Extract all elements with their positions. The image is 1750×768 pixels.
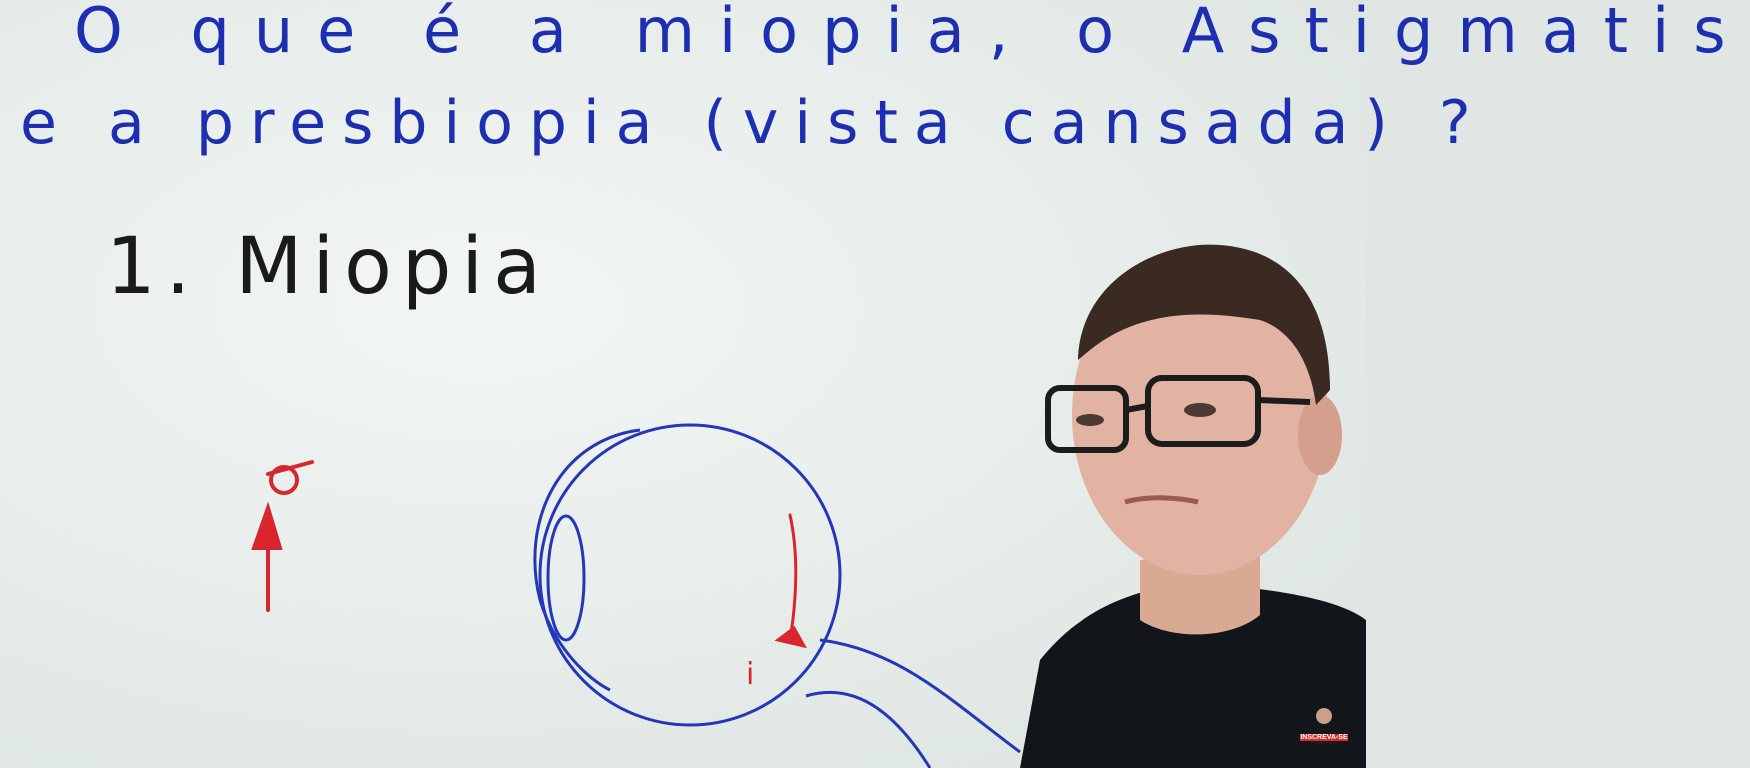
subscribe-watermark-label[interactable]: INSCREVA-SE xyxy=(1300,734,1348,741)
eyeball xyxy=(535,425,1020,768)
image-arrow xyxy=(778,515,804,646)
section-heading: 1. Miopia xyxy=(106,222,551,312)
presenter-figure xyxy=(1020,240,1366,768)
question-line-1: O que é a miopia, o Astigmatis xyxy=(74,0,1750,67)
image-label: i xyxy=(746,657,755,692)
object-arrow xyxy=(254,462,312,610)
question-line-2: e a presbiopia (vista cansada) ? xyxy=(20,88,1487,158)
